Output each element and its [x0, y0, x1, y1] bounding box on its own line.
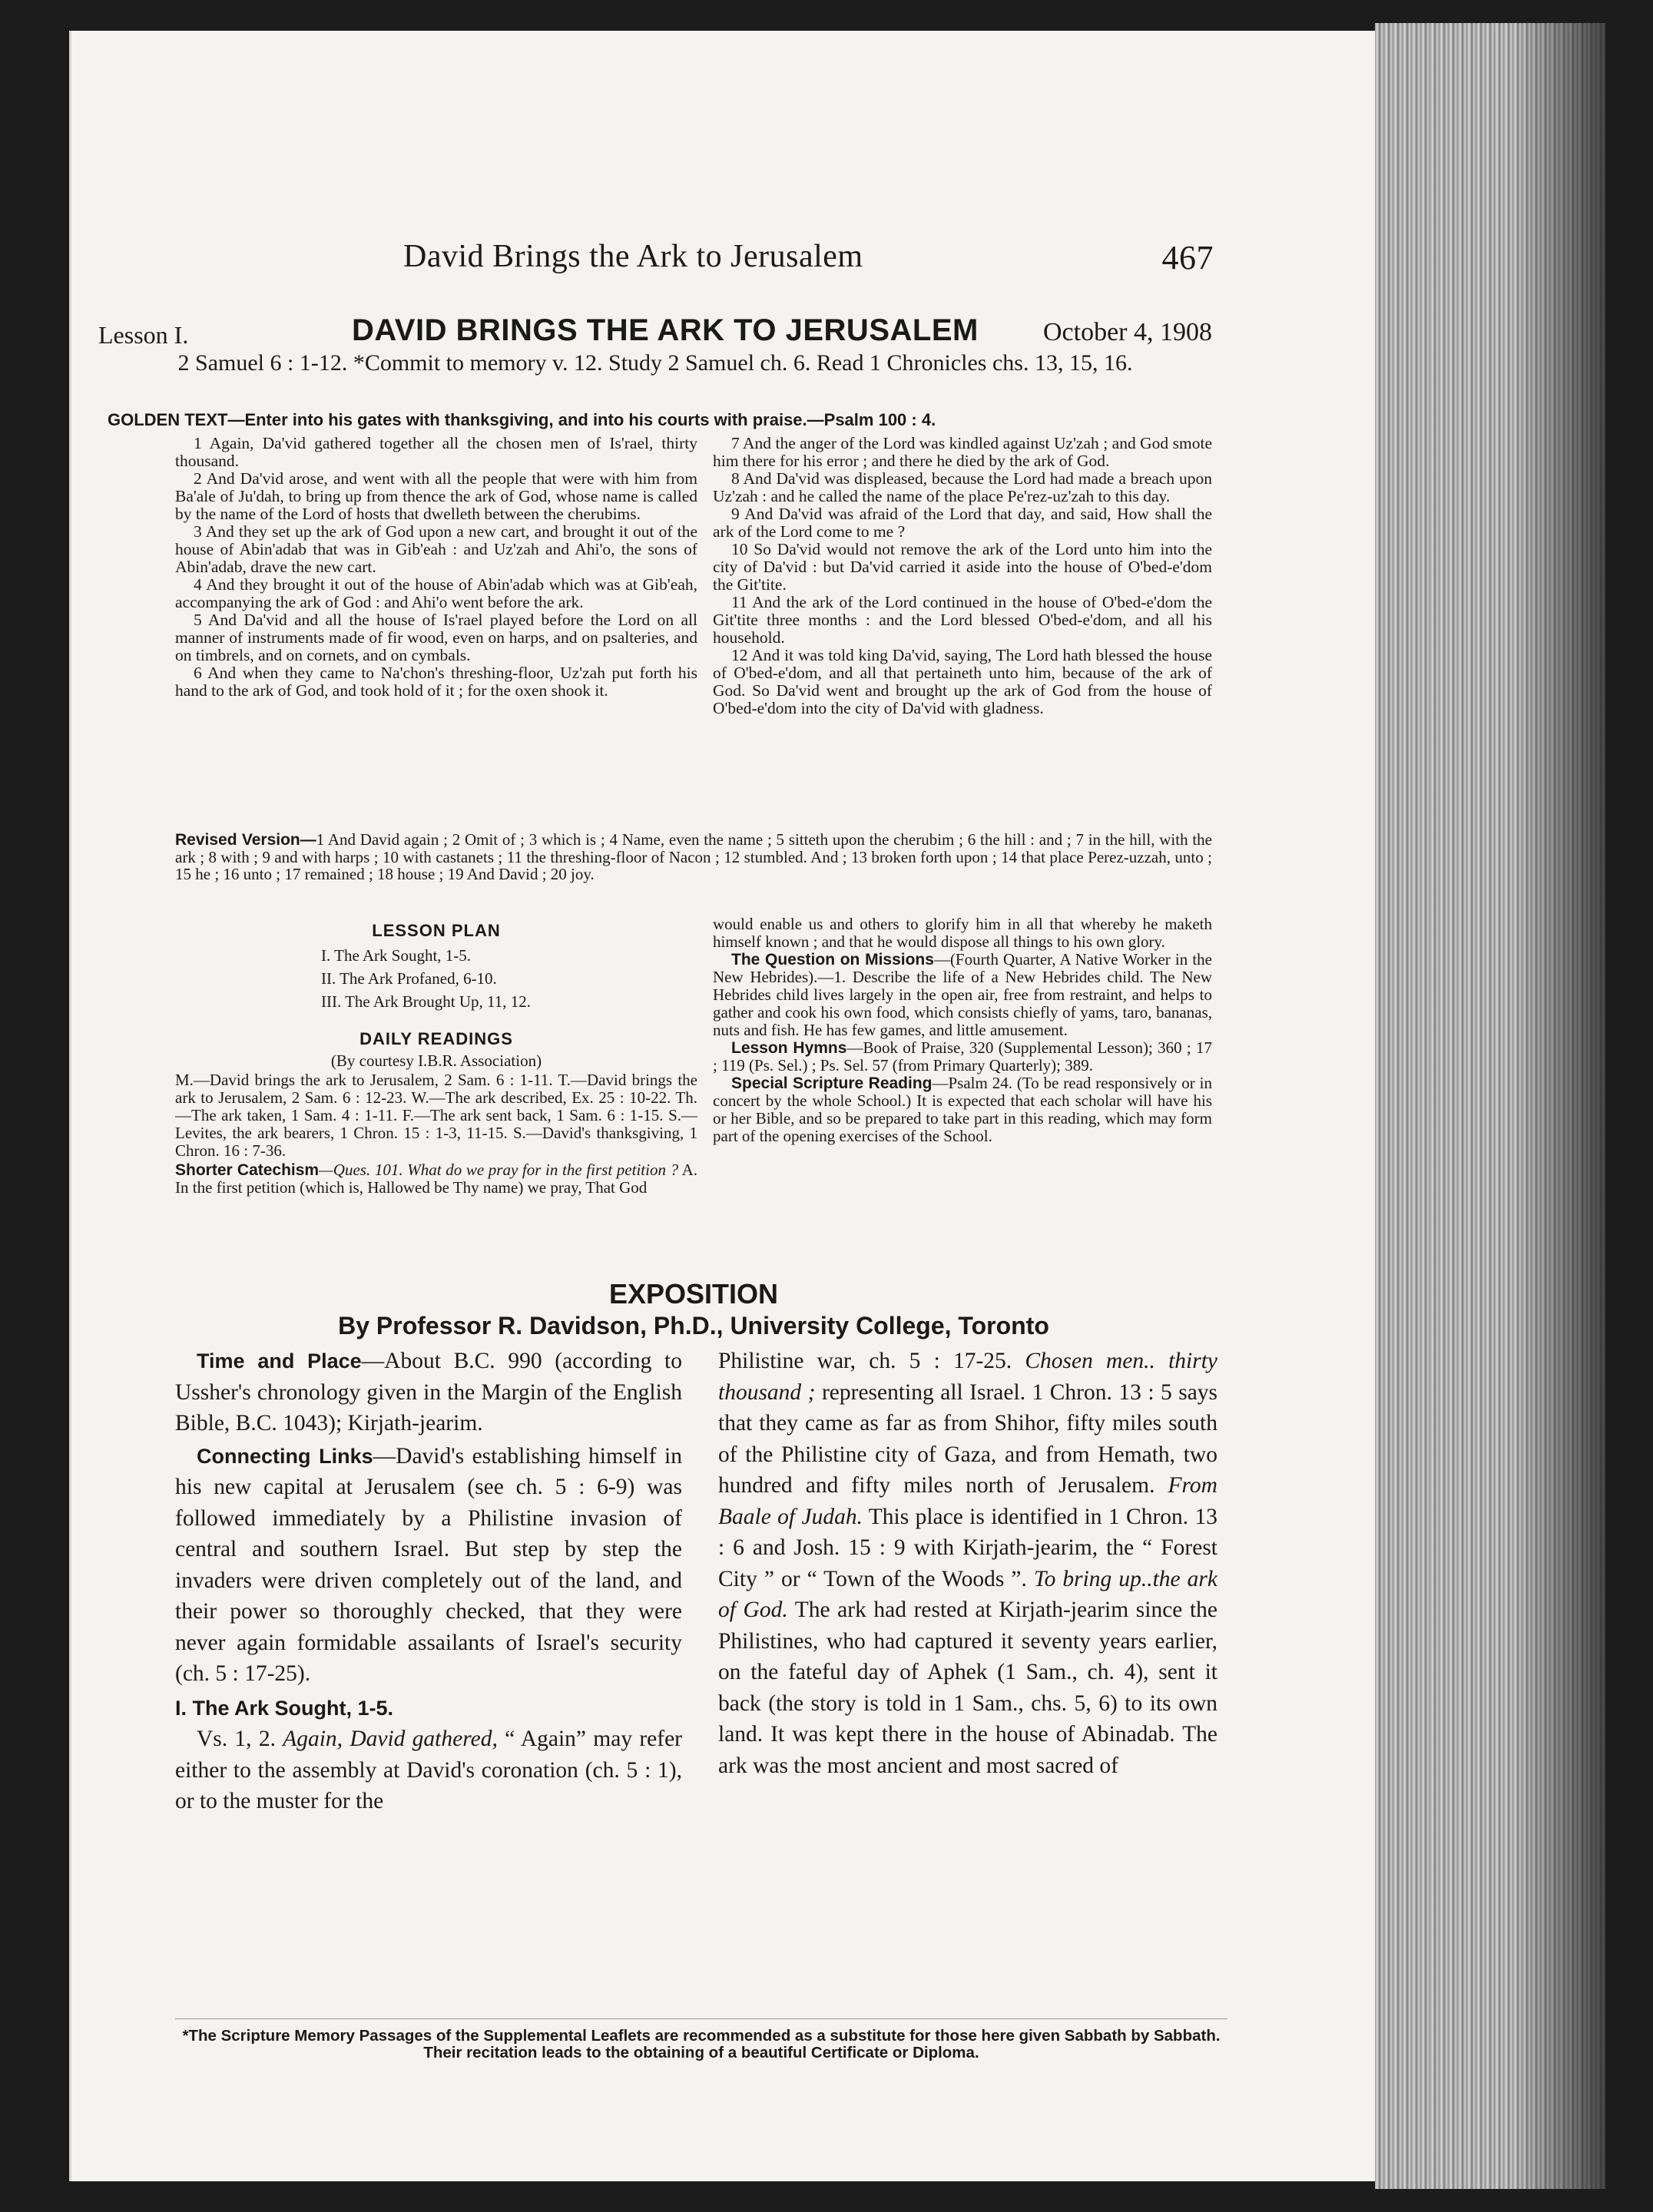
verse: 4 And they brought it out of the house of Abin'adab which was at Gib'eah, accompanying the ark of God : and Ahi'o went before the ark. — [175, 575, 697, 611]
lesson-date: October 4, 1908 — [1042, 318, 1212, 346]
missions-label: The Question on Missions — [731, 951, 934, 969]
daily-readings-text: M.—David brings the ark to Jerusalem, 2 Sam. 6 : 1-11. T.—David brings the ark to Jerusalem, 2 Sam. 6 : 12-23. W.—The ark described, Ex. 25 : 10-22. Th.—The ark taken, 1 Sam. 4 : 1-11. F.—The ark sent back, 1 Sam. 6 : 1-15. S.—Levites, the ark bearers, 1 Chron. 15 : 1-3, 11-15. S.—David's thanksgiving, 1 Chron. 16 : 7-36. — [175, 1071, 697, 1160]
lesson-plan-column — [175, 916, 697, 1197]
verses-left-column — [175, 435, 697, 700]
verses-comment: Vs. 1, 2. Again, David gathered, “ Again” may refer either to the assembly at David's coronation (ch. 5 : 1), or to the muster for the — [175, 1727, 682, 1813]
verse: 11 And the ark of the Lord continued in the house of O'bed-e'dom the Git'tite three months : and the Lord blessed O'bed-e'dom, and all his household. — [713, 593, 1212, 647]
verse: 2 And Da'vid arose, and went with all the people that were with him from Ba'ale of Ju'dah, to bring up from thence the ark of God, whose name is called by the name of the Lord of hosts that dwelleth between the cherubims. — [175, 469, 697, 523]
shorter-catechism — [175, 1161, 697, 1197]
catechism-label: Shorter Catechism — [175, 1161, 320, 1179]
lesson-plan-item: II. The Ark Profaned, 6-10. — [321, 969, 497, 988]
special-text: —Psalm 24. (To be read responsively or in concert by the whole School.) It is expected that each scholar will have his or her Bible, and so be prepared to take part in this reading, which may form part of the opening exercises of the School. — [713, 1074, 1212, 1145]
time-and-place — [175, 1346, 682, 1439]
hymns-label: Lesson Hymns — [731, 1039, 847, 1057]
links-label: Connecting Links — [197, 1444, 373, 1468]
verse: 3 And they set up the ark of God upon a new cart, and brought it out of the house of Abin'adab that was in Gib'eah : and Uz'zah and Ahi'o, the sons of Abin'adab, drave the new cart. — [175, 522, 697, 576]
lesson-header — [98, 313, 1212, 352]
verses-right-column — [713, 435, 1212, 717]
catechism-answer: A. In the first petition (which is, Hallowed be Thy name) we pray, That God — [175, 1161, 698, 1197]
daily-readings-heading: DAILY READINGS — [359, 1029, 513, 1048]
footnote: *The Scripture Memory Passages of the Supplemental Leaflets are recommended as a substitute for those here given Sabbath by Sabbath. Their recitation leads to the obtaining of a beautiful Certificate or Diploma. — [182, 2027, 1221, 2061]
exposition-heading: EXPOSITION — [608, 1278, 779, 1310]
lesson-plan-item: I. The Ark Sought, 1-5. — [321, 946, 472, 965]
catechism-continued: would enable us and others to glorify him in all that whereby he maketh himself known ; and that he would dispose all things to his own glory. — [713, 915, 1212, 951]
running-title: David Brings the Ark to Jerusalem — [403, 239, 863, 274]
exposition-right-column — [718, 1346, 1217, 1781]
special-reading-paragraph — [713, 1075, 1212, 1145]
hymns-text: —Book of Praise, 320 (Supplemental Lesson); 360 ; 17 ; 119 (Ps. Sel.) ; Ps. Sel. 57 (from Primary Quarterly); 389. — [713, 1038, 1212, 1075]
links-text: —David's establishing himself in his new capital at Jerusalem (see ch. 5 : 6-9) was followed immediately by a Philistine invasion of central and southern Israel. But step by step the invaders were driven completely out of the land, and their power so thoroughly checked, that they were never again formidable assailants of Israel's security (ch. 5 : 17-25). — [175, 1443, 682, 1686]
lesson-label: Lesson I. — [98, 321, 189, 349]
exposition-byline: By Professor R. Davidson, Ph.D., University College, Toronto — [338, 1312, 1049, 1339]
verse: 7 And the anger of the Lord was kindled against Uz'zah ; and God smote him there for his error ; and there he died by the ark of God. — [713, 434, 1212, 470]
connecting-links — [175, 1441, 682, 1690]
verse: 1 Again, Da'vid gathered together all the chosen men of Is'rael, thirty thousand. — [175, 434, 697, 470]
verse: 9 And Da'vid was afraid of the Lord that day, and said, How shall the ark of the Lord come to me ? — [713, 505, 1212, 541]
scripture-reference: 2 Samuel 6 : 1-12. *Commit to memory v. 12. Study 2 Samuel ch. 6. Read 1 Chronicles chs. 13, 15, 16. — [177, 350, 1133, 376]
revised-label: Revised Version— — [175, 831, 316, 849]
missions-paragraph — [713, 951, 1212, 1039]
lesson-plan-heading: LESSON PLAN — [372, 921, 501, 940]
golden-text: GOLDEN TEXT—Enter into his gates with thanksgiving, and into his courts with praise.—Psalm 100 : 4. — [108, 410, 936, 429]
time-label: Time and Place — [197, 1349, 362, 1373]
daily-readings-courtesy: (By courtesy I.B.R. Association) — [330, 1051, 542, 1070]
exposition-continued: Philistine war, ch. 5 : 17-25. Chosen men.. thirty thousand ; representing all Israel. 1 Chron. 13 : 5 says that they came as far as from Shihor, fifty miles south of the Philistine city of Gaza, and from Hemath, two hundred and fifty miles north of Jerusalem. From Baale of Judah. This place is identified in 1 Chron. 13 : 6 and Josh. 15 : 9 with Kirjath-jearim, the “ Forest City ” or “ Town of the Woods ”. To bring up..the ark of God. The ark had rested at Kirjath-jearim since the Philistines, who had captured it seventy years earlier, on the fateful day of Aphek (1 Sam., ch. 4), sent it back (the story is told in 1 Sam., chs. 5, 6) to its own land. It was kept there in the house of Abinadab. The ark was the most ancient and most sacred of — [718, 1349, 1218, 1778]
page-edges — [1375, 23, 1605, 2189]
page-number: 467 — [1161, 239, 1214, 276]
revised-text: 1 And David again ; 2 Omit of ; 3 which is ; 4 Name, even the name ; 5 sitteth upon the cherubim ; 6 the hill : and ; 7 in the hill, with the ark ; 8 with ; 9 and with harps ; 10 with castanets ; 11 the threshing-floor of Nacon ; 12 stumbled. And ; 13 broken forth upon ; 14 that place Perez-uzzah, unto ; 15 he ; 16 unto ; 17 remained ; 18 house ; 19 And David ; 20 joy. — [175, 830, 1212, 883]
verse: 5 And Da'vid and all the house of Is'rael played before the Lord on all manner of instruments made of fir wood, even on harps, and on psalteries, and on timbrels, and on cornets, and on cymbals. — [175, 611, 697, 664]
hymns-paragraph — [713, 1039, 1212, 1075]
catechism-question: —Ques. 101. What do we pray for in the first petition ? — [319, 1161, 679, 1179]
lesson-plan-item: III. The Ark Brought Up, 11, 12. — [321, 992, 531, 1011]
verse: 12 And it was told king Da'vid, saying, The Lord hath blessed the house of O'bed-e'dom, and all that pertaineth unto him, because of the ark of God. So Da'vid went and brought up the ark of God from the house of O'bed-e'dom into the city of Da'vid with gladness. — [713, 646, 1212, 717]
section-heading: I. The Ark Sought, 1-5. — [175, 1696, 394, 1720]
exposition-left-column — [175, 1346, 682, 1817]
verse: 8 And Da'vid was displeased, because the Lord had made a breach upon Uz'zah : and he called the name of the place Pe'rez-uz'zah to this day. — [713, 469, 1212, 505]
lesson-title: DAVID BRINGS THE ARK TO JERUSALEM — [352, 313, 979, 347]
exposition-header — [175, 1278, 1212, 1340]
revised-version — [175, 831, 1212, 882]
right-middle-column — [713, 916, 1212, 1145]
special-label: Special Scripture Reading — [731, 1075, 933, 1092]
verse: 10 So Da'vid would not remove the ark of the Lord unto him into the city of Da'vid : but Da'vid carried it aside into the house of O'bed-e'dom the Git'tite. — [713, 540, 1212, 594]
time-text: —About B.C. 990 (according to Ussher's chronology given in the Margin of the English Bible, B.C. 1043); Kirjath-jearim. — [175, 1349, 682, 1435]
missions-text: —(Fourth Quarter, A Native Worker in the New Hebrides).—1. Describe the life of a New Hebrides child. The New Hebrides child lives largely in the open air, free from restraint, and helps to gather and cook his own food, which consists chiefly of yams, taro, bananas, nuts and fish. He has few games, and little amusement. — [713, 950, 1213, 1039]
footnote-rule — [175, 2018, 1227, 2019]
verse: 6 And when they came to Na'chon's threshing-floor, Uz'zah put forth his hand to the ark of God, and took hold of it ; for the oxen shook it. — [175, 664, 697, 700]
